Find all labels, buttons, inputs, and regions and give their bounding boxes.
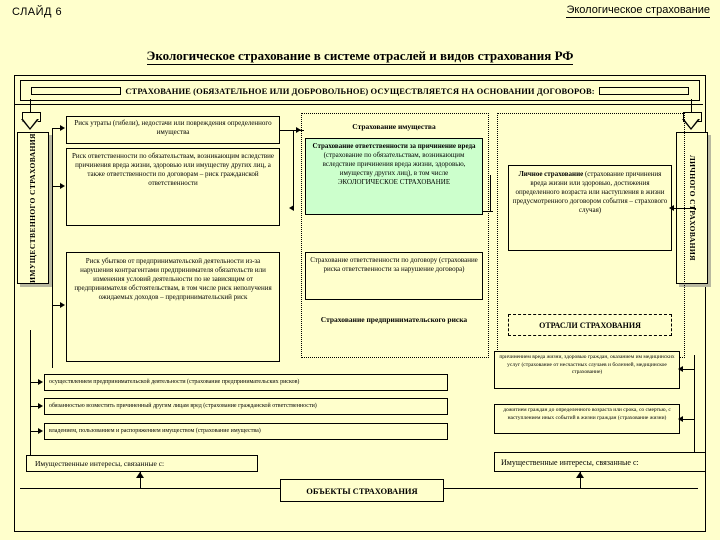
left-list-conn-2 [30,406,40,407]
left-list-item-3-text: владением, пользованием и распоряжением имуществом (страхование имущества) [49,428,261,434]
mid-spine-1 [293,130,294,210]
mid-arrow-1 [296,127,301,133]
mid-arrow-2 [289,205,294,211]
risk-box-1-text: Риск утраты (гибели), недостачи или повреждения определенного имущества [74,119,272,136]
left-list-item-2-text: обязанностью возместить причиненный другим лицам вред (страхование гражданской ответственности) [49,403,317,409]
banner-stub-right [599,87,689,95]
personal-insurance-box [508,165,672,251]
banner-text: СТРАХОВАНИЕ (ОБЯЗАТЕЛЬНОЕ ИЛИ ДОБРОВОЛЬНОЕ) ОСУЩЕСТВЛЯЕТСЯ НА ОСНОВАНИИ ДОГОВОРОВ: [125,85,595,96]
right-list-item-2-text: дожитием граждан до определенного возраста или срока, со смертью, с наступлением иных событий в жизни граждан (страхование жизни) [503,407,671,421]
eco-insurance-box [305,138,483,215]
left-list-item-1-text: осуществлением предпринимательской деятельности (страхование предпринимательских рисков) [49,379,300,385]
vertical-label-property-insurance-text: ИМУЩЕСТВЕННОГО СТРАХОВАНИЯ [28,133,37,283]
page-title [0,48,720,64]
right-list-arrow-1 [678,366,683,372]
mid-spine-2 [490,175,491,211]
banner-contracts [20,80,700,101]
eco-insurance-rest: (страхование по обязательствам, возникающим вследствие причинения вреда жизни, здоровью, имуществу других лиц), в том числе ЭКОЛОГИЧЕСКОЕ СТРАХОВАНИЕ [322,151,466,186]
personal-connector [672,208,696,209]
personal-insurance-text [512,170,668,215]
personal-arrow [669,205,674,211]
objects-of-insurance-box [280,479,444,502]
entrepreneur-risk-heading: Страхование предпринимательского риска [320,315,468,324]
right-arrow-fill [684,119,698,128]
risk-box-3-text: Риск убытков от предпринимательской деятельности из-за нарушения контрагентами предпринимателя обязательств или изменения условий деятельности по не зависящим от предпринимателя обстоятельствам, в том числе риск неполучения ожидаемых доходов – предпринимательский риск [74,257,272,301]
risk-arrow-2 [60,183,65,189]
personal-insurance-lead: Личное страхование [518,170,584,178]
right-list-spine [694,355,695,465]
risk-arrow-1 [60,125,65,131]
eco-insurance-lead: Страхование ответственности за причинение вреда [312,142,476,150]
branches-of-insurance-text: ОТРАСЛИ СТРАХОВАНИЯ [539,320,641,330]
risks-spine [52,128,53,368]
property-column-heading: Страхование имущества [352,122,436,131]
risk-box-1 [66,116,280,144]
left-list-item-1 [44,374,448,391]
footer-arrow-right [576,472,584,478]
left-list-item-3 [44,423,448,440]
personal-spine [695,208,696,210]
divider-under-banner [15,104,703,105]
right-list-arrow-2 [678,416,683,422]
left-list-conn-1 [30,382,40,383]
page-title-text: Экологическое страхование в системе отраслей и видов страхования РФ [146,48,574,63]
branches-of-insurance-box [508,314,672,336]
contract-liability-box [305,252,483,300]
objects-of-insurance-text: ОБЪЕКТЫ СТРАХОВАНИЯ [306,485,418,496]
eco-insurance-text [309,142,479,187]
left-arrow-fill [23,119,37,128]
left-list-spine [30,330,31,460]
contract-liability-text: Страхование ответственности по договору (страхование риска ответственности за нарушение договора) [310,256,478,273]
personal-insurance-rest: (страхование причинения вреда жизни или здоровью, достижения определенного возраста или наступления в жизни предусмотренного договором события – страхового случая) [512,170,668,214]
right-list-item-1 [494,351,680,389]
vertical-label-personal-insurance-text: ЛИЧНОГО СТРАХОВАНИЯ [688,155,697,261]
right-interests-caption [494,452,706,472]
left-list-item-2 [44,398,448,415]
risk-arrow-3 [60,302,65,308]
header-topic: Экологическое страхование [566,4,710,16]
footer-arrow-left [136,472,144,478]
right-list-conn-1 [682,369,694,370]
risk-box-2 [66,148,280,226]
left-list-conn-3 [30,431,40,432]
risk-box-2-text: Риск ответственности по обязательствам, возникающим вследствие причинения вреда жизни, здоровью или имуществу других лиц, а также ответственности по договорам – риск гражданской ответственности [71,152,275,187]
mid-connector-2 [483,211,493,212]
right-list-item-1-text: причинением вреда жизни, здоровью граждан, оказанием им медицинских услуг (страхование от несчастных случаев и болезней, медицинское страхование) [499,354,675,375]
right-list-conn-2 [682,419,694,420]
banner-stub-left [31,87,121,95]
risk-box-3 [66,252,280,362]
right-interests-caption-text: Имущественные интересы, связанные с: [501,457,639,467]
vertical-label-property-insurance [17,132,49,284]
right-list-item-2 [494,404,680,434]
slide-number: СЛАЙД 6 [12,6,63,18]
left-interests-caption [26,455,258,472]
left-interests-caption-text: Имущественные интересы, связанные с: [35,459,165,468]
